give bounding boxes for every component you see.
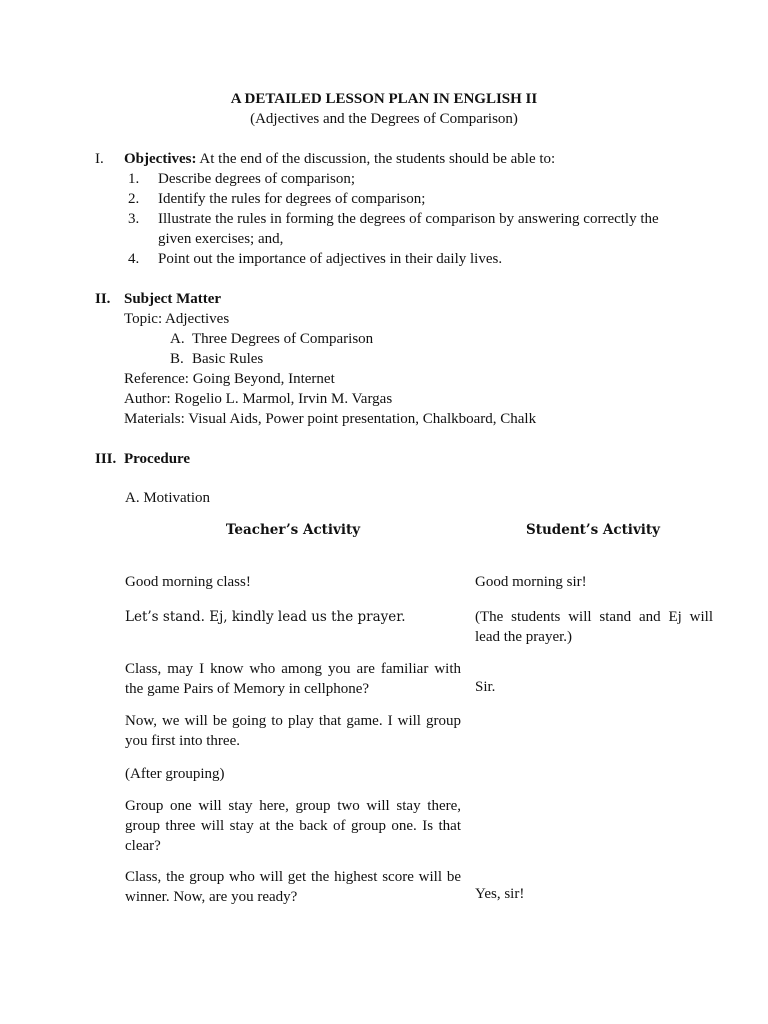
document-title: A DETAILED LESSON PLAN IN ENGLISH II: [230, 91, 538, 107]
item-text: Describe degrees of comparison;: [158, 171, 356, 187]
list-item: [128, 249, 688, 269]
teacher-line: Let’s stand. Ej, kindly lead us the prayer.: [125, 609, 406, 625]
topic-line: Topic: Adjectives: [124, 311, 230, 327]
teacher-line: Good morning class!: [125, 574, 251, 590]
objectives-heading: Objectives:: [124, 151, 197, 167]
objectives-intro-line: [124, 149, 555, 169]
motivation-heading: A. Motivation: [125, 490, 210, 506]
student-activity-heading: Student’s Activity: [526, 522, 660, 538]
subtopic-text: Basic Rules: [192, 351, 264, 367]
objectives-list: [128, 169, 688, 269]
section-numeral-subject-matter: II.: [95, 291, 111, 307]
item-text: Identify the rules for degrees of comparison;: [158, 191, 426, 207]
teacher-activity-heading: Teacher’s Activity: [225, 522, 361, 538]
subtopic-item: [170, 329, 373, 349]
item-text: Illustrate the rules in forming the degrees of comparison by answering correctly the given exercises; and,: [158, 211, 659, 247]
item-number: 4.: [128, 251, 140, 267]
subtopic-text: Three Degrees of Comparison: [192, 331, 374, 347]
section-numeral-objectives: I.: [95, 151, 104, 167]
subtopic-letter: B.: [170, 351, 184, 367]
list-item: [128, 189, 688, 209]
objectives-intro: At the end of the discussion, the students should be able to:: [196, 151, 556, 167]
list-item: [128, 209, 691, 249]
reference-line: Reference: Going Beyond, Internet: [124, 371, 335, 387]
teacher-line: Class, may I know who among you are familiar with the game Pairs of Memory in cellphone?: [125, 661, 461, 697]
student-line: Sir.: [475, 679, 496, 695]
item-number: 1.: [128, 171, 140, 187]
student-line: (The students will stand and Ej will lead the prayer.): [475, 609, 713, 645]
teacher-line: (After grouping): [125, 766, 225, 782]
subject-matter-heading: Subject Matter: [124, 291, 222, 307]
subtopic-letter: A.: [170, 331, 185, 347]
materials-line: Materials: Visual Aids, Power point presentation, Chalkboard, Chalk: [124, 411, 537, 427]
item-text: Point out the importance of adjectives in their daily lives.: [158, 251, 503, 267]
procedure-heading: Procedure: [124, 451, 191, 467]
list-item: [128, 169, 688, 189]
document-subtitle: (Adjectives and the Degrees of Comparison): [250, 111, 518, 127]
teacher-line: Now, we will be going to play that game. I will group you first into three.: [125, 713, 461, 749]
teacher-line: Class, the group who will get the highest score will be winner. Now, are you ready?: [125, 869, 461, 905]
item-number: 3.: [128, 211, 140, 227]
item-number: 2.: [128, 191, 140, 207]
student-line: Good morning sir!: [475, 574, 587, 590]
section-numeral-procedure: III.: [95, 451, 117, 467]
student-line: Yes, sir!: [475, 886, 525, 902]
subtopic-item: [170, 349, 263, 369]
author-line: Author: Rogelio L. Marmol, Irvin M. Vargas: [124, 391, 393, 407]
teacher-line: Group one will stay here, group two will stay there, group three will stay at the back of group one. Is that clear?: [125, 798, 461, 854]
